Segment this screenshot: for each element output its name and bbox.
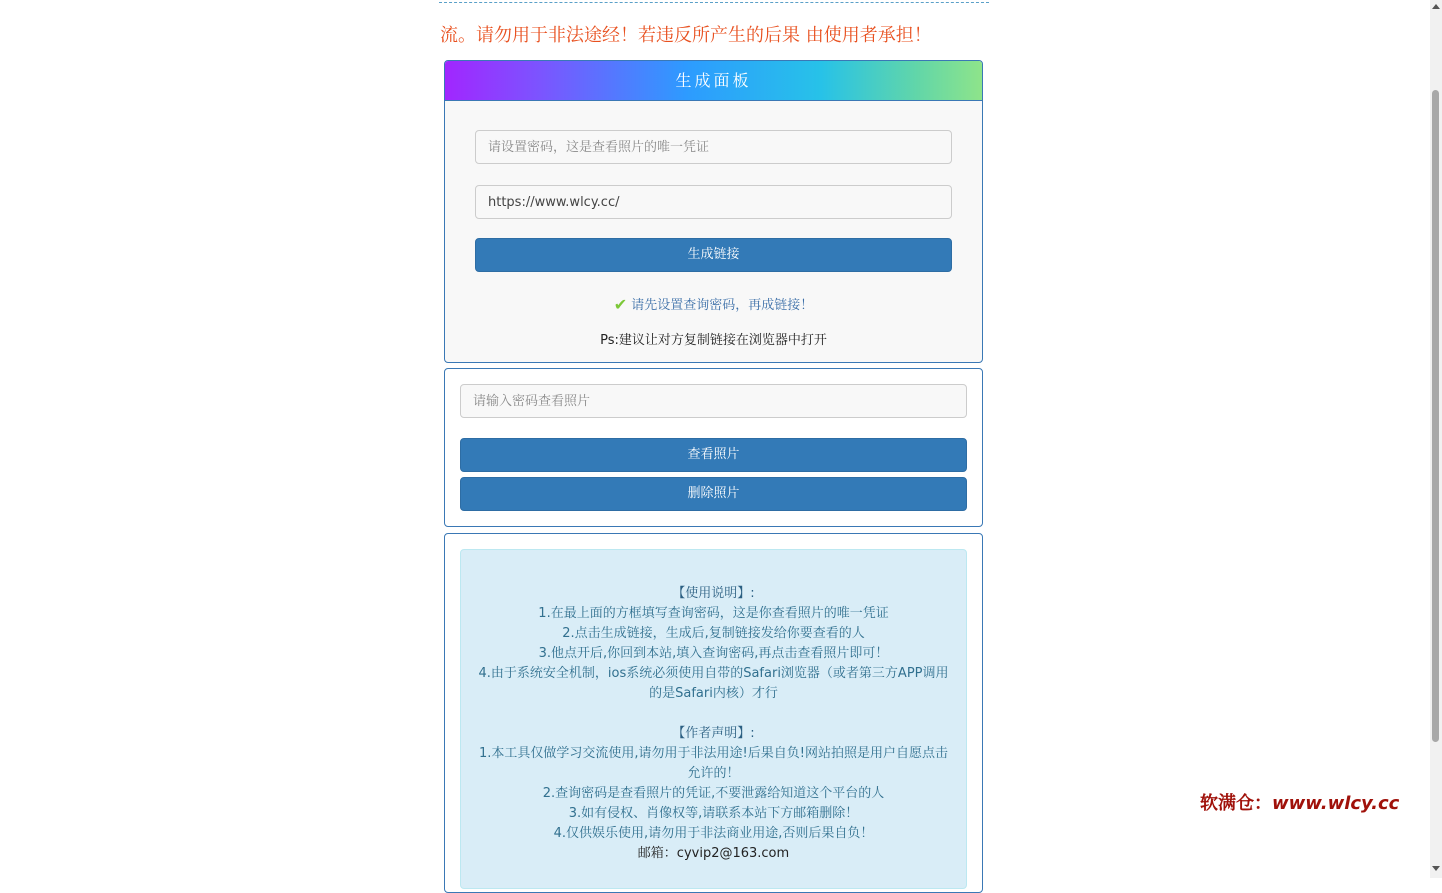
checkmark-icon: ✔ [613, 295, 628, 314]
spacer [461, 704, 966, 724]
view-password-input[interactable] [460, 384, 967, 418]
author-item: 1.本工具仅做学习交流使用,请勿用于非法用途!后果自负!网站拍照是用户自愿点击允许的！ [479, 746, 948, 781]
warning-text: 流。请勿用于非法途经！若违反所产生的后果 由使用者承担！ [440, 25, 932, 46]
top-divider [439, 2, 989, 3]
info-box [460, 549, 967, 889]
usage-item: 1.在最上面的方框填写查询密码，这是你查看照片的唯一凭证 [538, 606, 889, 621]
contact-email: 邮箱：cyvip2@163.com [637, 846, 790, 861]
generate-panel [444, 60, 983, 363]
delete-photos-button[interactable]: 删除照片 [460, 477, 967, 511]
author-title: 【作者声明】: [672, 726, 755, 741]
watermark-url: www.wlcy.cc [1272, 793, 1400, 814]
usage-title: 【使用说明】: [672, 586, 755, 601]
usage-item: 2.点击生成链接，生成后,复制链接发给你要查看的人 [562, 626, 865, 641]
scrollbar[interactable] [1430, 0, 1442, 878]
usage-item: 4.由于系统安全机制，ios系统必须使用自带的Safari浏览器（或者第三方APP调用的是Safari内核）才行 [478, 666, 949, 701]
scroll-down-arrow-icon[interactable] [1432, 866, 1440, 871]
ps-note: Ps:建议让对方复制链接在浏览器中打开 [600, 333, 827, 348]
watermark-label: 软满仓： [1200, 793, 1272, 814]
view-photos-button[interactable]: 查看照片 [460, 438, 967, 472]
scroll-up-arrow-icon[interactable] [1432, 4, 1440, 9]
tip-message [445, 294, 982, 314]
author-item: 3.如有侵权、肖像权等,请联系本站下方邮箱删除！ [568, 806, 859, 821]
scrollbar-thumb[interactable] [1432, 90, 1439, 742]
view-panel [444, 368, 983, 527]
generate-panel-title: 生成面板 [445, 61, 982, 101]
site-watermark [1200, 789, 1399, 815]
tip-text: 请先设置查询密码，再成链接！ [631, 298, 814, 313]
author-item: 4.仅供娱乐使用,请勿用于非法商业用途,否则后果自负！ [553, 826, 874, 841]
usage-item: 3.他点开后,你回到本站,填入查询密码,再点击查看照片即可！ [538, 646, 889, 661]
author-item: 2.查询密码是查看照片的凭证,不要泄露给知道这个平台的人 [542, 786, 885, 801]
set-password-input[interactable] [475, 130, 952, 164]
url-input[interactable] [475, 185, 952, 219]
info-panel [444, 533, 983, 893]
generate-link-button[interactable]: 生成链接 [475, 238, 952, 272]
